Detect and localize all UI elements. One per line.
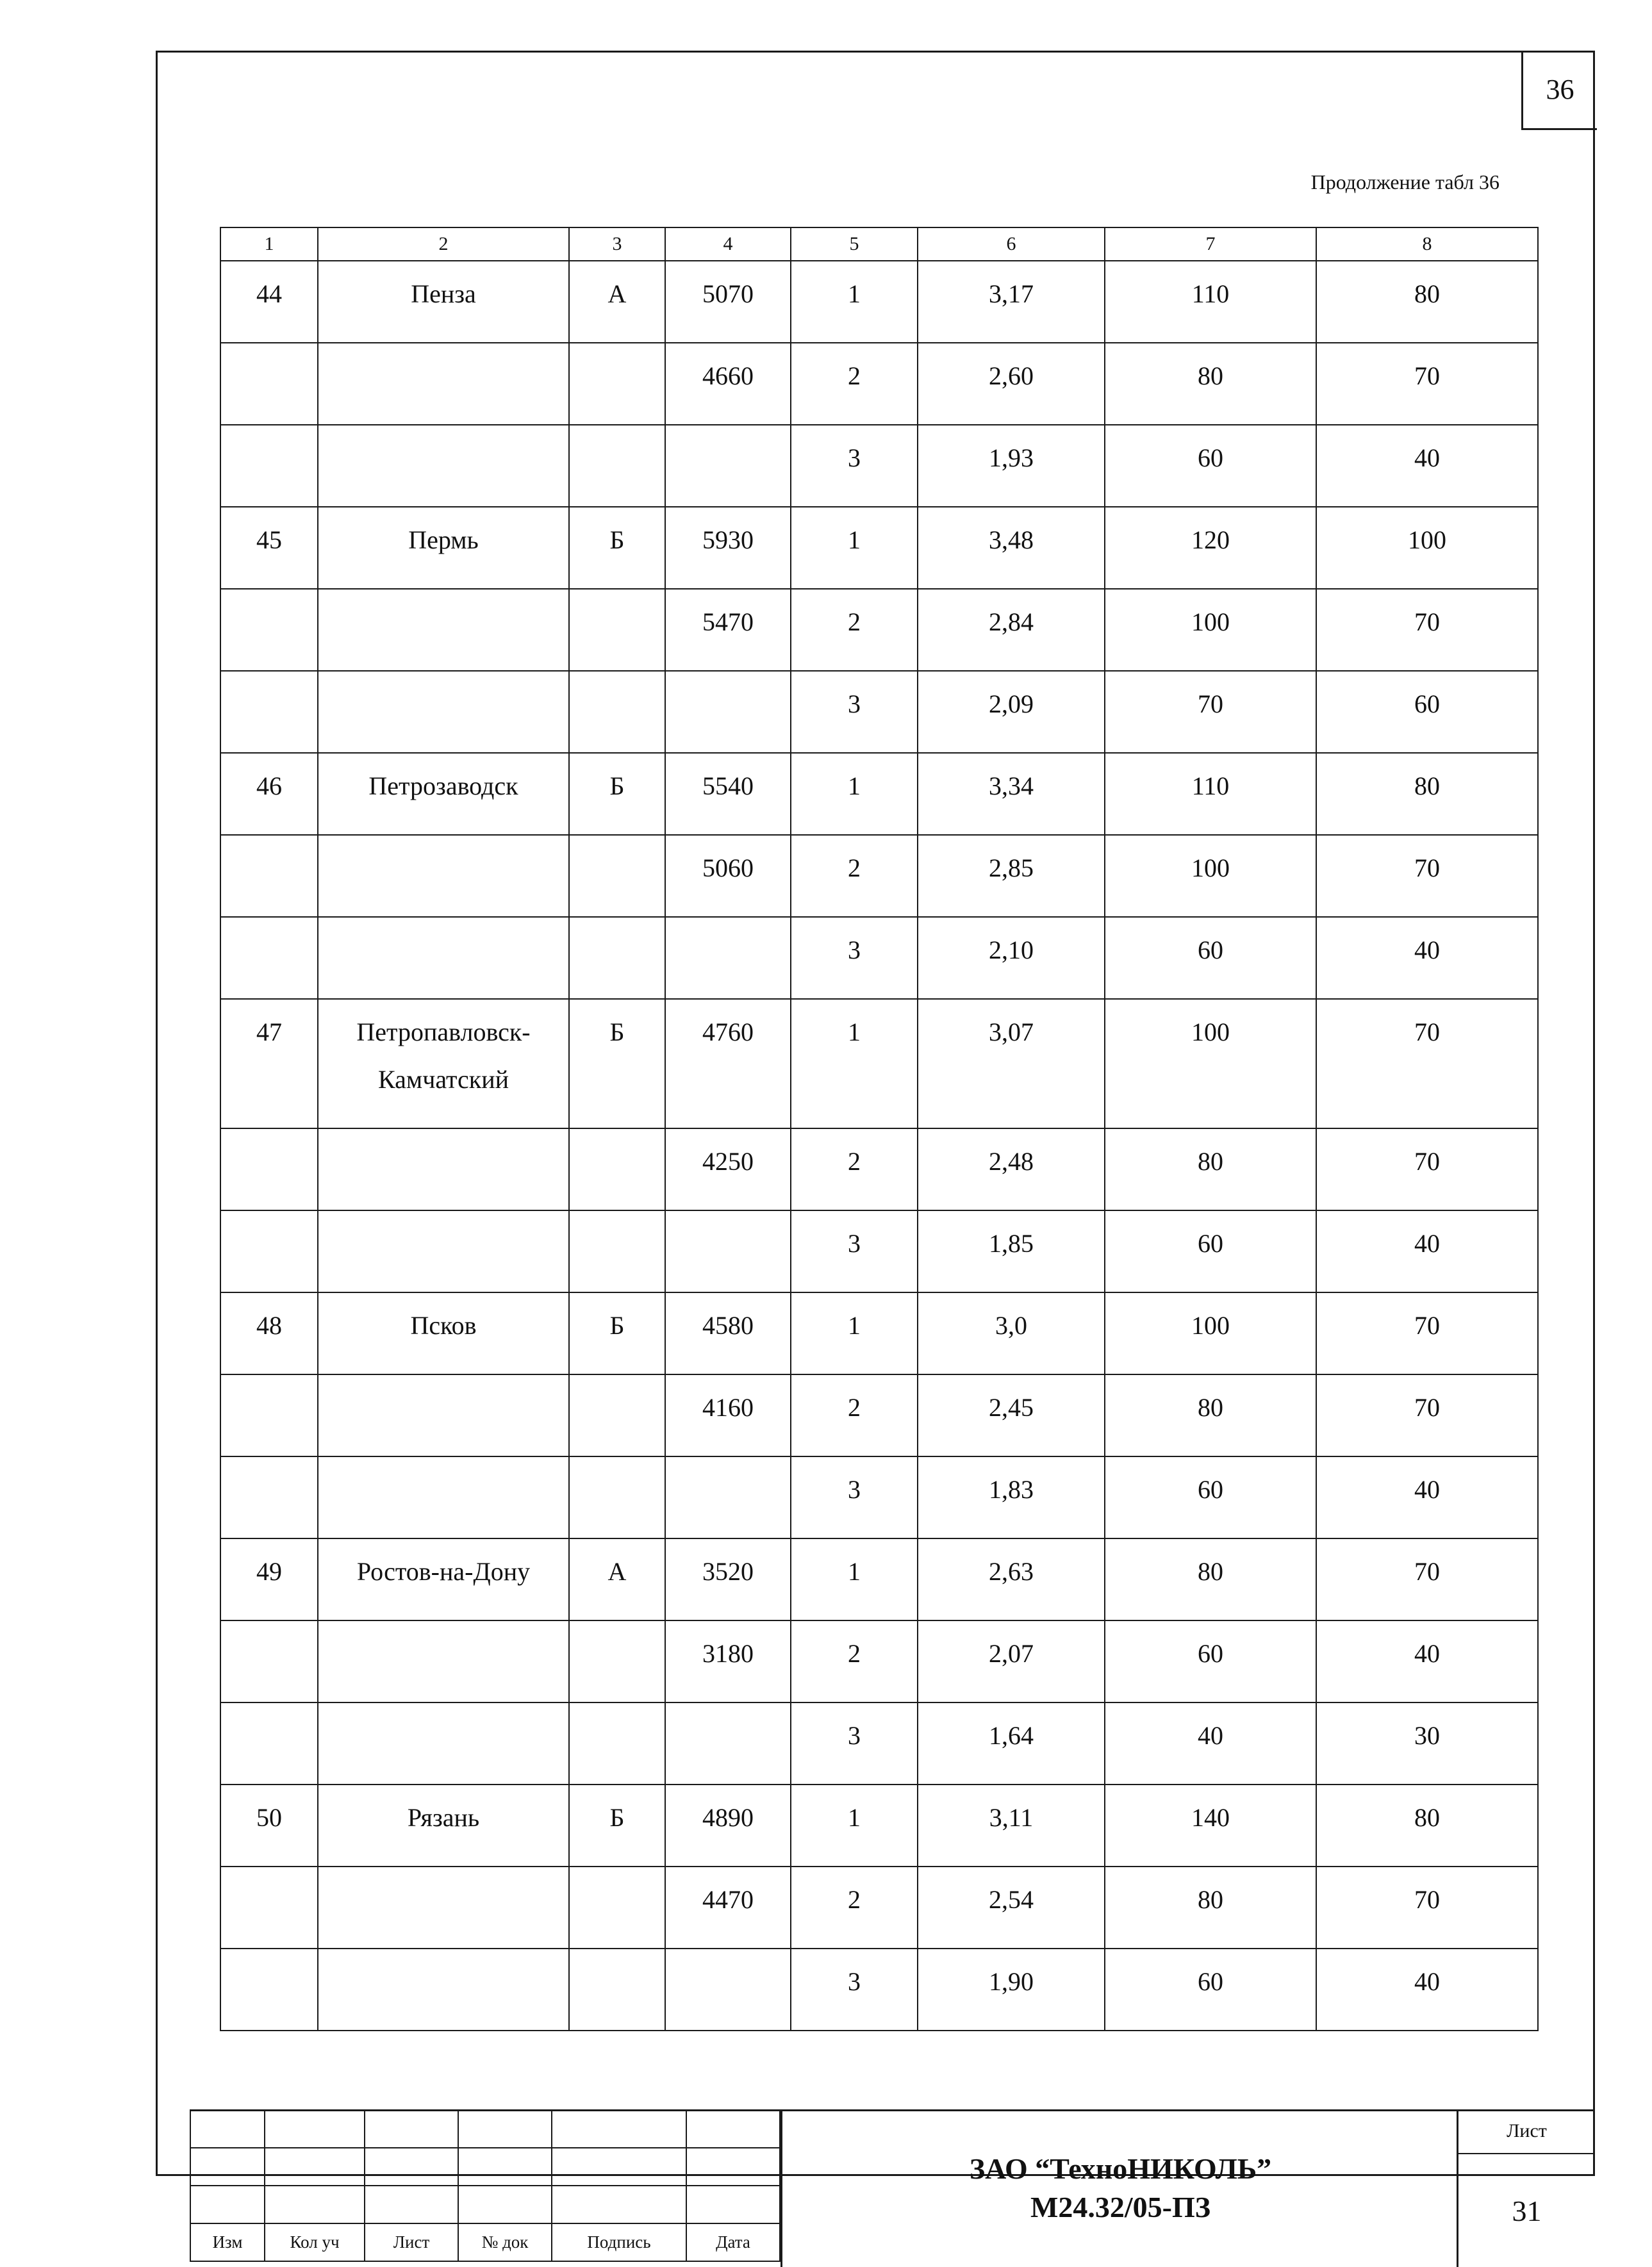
table-cell: 2 bbox=[791, 1374, 918, 1456]
table-cell bbox=[220, 1620, 318, 1702]
table-cell: 70 bbox=[1105, 671, 1316, 753]
table-cell: 2,07 bbox=[918, 1620, 1105, 1702]
table-cell: 3 bbox=[791, 671, 918, 753]
table-cell: 5470 bbox=[665, 589, 791, 671]
table-cell bbox=[220, 1867, 318, 1949]
table-cell: 2 bbox=[791, 589, 918, 671]
table-cell: 4470 bbox=[665, 1867, 791, 1949]
table-cell: 2 bbox=[791, 343, 918, 425]
sheet-label: Лист bbox=[1457, 2109, 1595, 2154]
table-cell bbox=[569, 1867, 665, 1949]
table-cell: 2,10 bbox=[918, 917, 1105, 999]
table-cell: 60 bbox=[1105, 917, 1316, 999]
table-continuation-label: Продолжение табл 36 bbox=[1310, 170, 1499, 194]
revision-row bbox=[190, 2148, 780, 2186]
revision-cell bbox=[686, 2148, 780, 2186]
table-cell: 40 bbox=[1316, 917, 1538, 999]
table-cell: 40 bbox=[1316, 1210, 1538, 1292]
table-row bbox=[220, 589, 1538, 671]
table-cell: 1 bbox=[791, 1538, 918, 1620]
sheet-number: 31 bbox=[1457, 2154, 1595, 2267]
table-cell: 45 bbox=[220, 507, 318, 589]
table-cell: 80 bbox=[1105, 343, 1316, 425]
table-cell: 4250 bbox=[665, 1128, 791, 1210]
revision-cell bbox=[686, 2186, 780, 2223]
table-cell bbox=[569, 917, 665, 999]
table-cell: Рязань bbox=[318, 1785, 569, 1867]
header-cell: 7 bbox=[1105, 227, 1316, 261]
table-cell: 70 bbox=[1316, 343, 1538, 425]
table-cell: Б bbox=[569, 753, 665, 835]
table-cell: 3,48 bbox=[918, 507, 1105, 589]
table-cell: 3 bbox=[791, 1949, 918, 2031]
table-cell: 110 bbox=[1105, 753, 1316, 835]
table-cell: 3180 bbox=[665, 1620, 791, 1702]
table-cell: 40 bbox=[1316, 1949, 1538, 2031]
table-row bbox=[220, 261, 1538, 343]
header-cell: 1 bbox=[220, 227, 318, 261]
header-cell: 8 bbox=[1316, 227, 1538, 261]
table-cell: Б bbox=[569, 1785, 665, 1867]
table-cell bbox=[569, 1702, 665, 1785]
table-cell: Псков bbox=[318, 1292, 569, 1374]
table-cell bbox=[318, 1210, 569, 1292]
table-cell bbox=[569, 425, 665, 507]
table-cell bbox=[220, 1128, 318, 1210]
revision-column-label: Дата bbox=[686, 2223, 780, 2261]
table-cell: 4160 bbox=[665, 1374, 791, 1456]
table-header-row bbox=[220, 227, 1538, 261]
table-cell bbox=[220, 917, 318, 999]
table-cell bbox=[318, 917, 569, 999]
table-cell: Пенза bbox=[318, 261, 569, 343]
header-cell: 5 bbox=[791, 227, 918, 261]
table-cell: 1,64 bbox=[918, 1702, 1105, 1785]
table-cell: 1 bbox=[791, 753, 918, 835]
table-cell: 2 bbox=[791, 1867, 918, 1949]
title-block-caption bbox=[781, 2109, 1458, 2267]
revision-row bbox=[190, 2223, 780, 2261]
table-cell: 3,17 bbox=[918, 261, 1105, 343]
table-cell: 3 bbox=[791, 917, 918, 999]
table-cell: 60 bbox=[1105, 1620, 1316, 1702]
document-code: М24.32/05-ПЗ bbox=[1030, 2191, 1211, 2223]
company-name: ЗАО “ТехноНИКОЛЬ” bbox=[969, 2152, 1272, 2185]
table-cell bbox=[318, 1456, 569, 1538]
table-cell: 2 bbox=[791, 1128, 918, 1210]
table-row bbox=[220, 1867, 1538, 1949]
table-cell: 4760 bbox=[665, 999, 791, 1128]
table-cell: 30 bbox=[1316, 1702, 1538, 1785]
table-cell: А bbox=[569, 261, 665, 343]
table-cell: Ростов-на-Дону bbox=[318, 1538, 569, 1620]
table-cell: 1 bbox=[791, 261, 918, 343]
table-cell: 3,0 bbox=[918, 1292, 1105, 1374]
revision-column-label: Изм bbox=[190, 2223, 265, 2261]
table-cell: Б bbox=[569, 507, 665, 589]
table-cell: 40 bbox=[1105, 1702, 1316, 1785]
table-cell: А bbox=[569, 1538, 665, 1620]
table-cell bbox=[665, 1702, 791, 1785]
table-cell: 46 bbox=[220, 753, 318, 835]
table-cell bbox=[569, 343, 665, 425]
table-row bbox=[220, 753, 1538, 835]
table-cell: Б bbox=[569, 999, 665, 1128]
table-row bbox=[220, 507, 1538, 589]
table-cell: 4660 bbox=[665, 343, 791, 425]
revision-cell bbox=[365, 2186, 458, 2223]
table-cell: 5540 bbox=[665, 753, 791, 835]
table-cell: 1,83 bbox=[918, 1456, 1105, 1538]
table-cell: 60 bbox=[1105, 1949, 1316, 2031]
table-cell bbox=[318, 1128, 569, 1210]
table-cell: 3,07 bbox=[918, 999, 1105, 1128]
table-cell bbox=[220, 835, 318, 917]
table-cell: 49 bbox=[220, 1538, 318, 1620]
table-row bbox=[220, 343, 1538, 425]
table-cell: Б bbox=[569, 1292, 665, 1374]
table-row bbox=[220, 1538, 1538, 1620]
revision-cell bbox=[190, 2186, 265, 2223]
table-cell: 70 bbox=[1316, 1128, 1538, 1210]
table-cell: 2,09 bbox=[918, 671, 1105, 753]
table-cell: 1,90 bbox=[918, 1949, 1105, 2031]
revision-cell bbox=[458, 2148, 552, 2186]
table-cell: 2,85 bbox=[918, 835, 1105, 917]
table-cell: 70 bbox=[1316, 1867, 1538, 1949]
table-cell bbox=[569, 1374, 665, 1456]
table-cell: 80 bbox=[1105, 1128, 1316, 1210]
table-cell bbox=[220, 1374, 318, 1456]
table-cell: 3 bbox=[791, 1702, 918, 1785]
table-row bbox=[220, 999, 1538, 1128]
table-cell: 70 bbox=[1316, 1292, 1538, 1374]
table-cell: 2,60 bbox=[918, 343, 1105, 425]
table-row bbox=[220, 1702, 1538, 1785]
revision-cell bbox=[190, 2148, 265, 2186]
revision-row bbox=[190, 2110, 780, 2148]
table-row bbox=[220, 1374, 1538, 1456]
table-cell: 70 bbox=[1316, 835, 1538, 917]
table-cell: 80 bbox=[1105, 1374, 1316, 1456]
header-cell: 3 bbox=[569, 227, 665, 261]
table-cell bbox=[318, 1867, 569, 1949]
header-cell: 2 bbox=[318, 227, 569, 261]
table-cell: 100 bbox=[1105, 589, 1316, 671]
table-cell: 120 bbox=[1105, 507, 1316, 589]
table-cell: Петропавловск-Камчатский bbox=[318, 999, 569, 1128]
table-cell: 70 bbox=[1316, 1374, 1538, 1456]
revision-cell bbox=[552, 2186, 686, 2223]
table-cell: 3520 bbox=[665, 1538, 791, 1620]
table-cell: 110 bbox=[1105, 261, 1316, 343]
table-cell: 4580 bbox=[665, 1292, 791, 1374]
revision-cell bbox=[458, 2186, 552, 2223]
revision-cell bbox=[552, 2110, 686, 2148]
table-cell: 70 bbox=[1316, 1538, 1538, 1620]
table-cell: 50 bbox=[220, 1785, 318, 1867]
revision-cell bbox=[365, 2148, 458, 2186]
table-cell: 5930 bbox=[665, 507, 791, 589]
table-cell bbox=[569, 671, 665, 753]
header-cell: 6 bbox=[918, 227, 1105, 261]
table-cell bbox=[665, 1949, 791, 2031]
table-cell: 3,11 bbox=[918, 1785, 1105, 1867]
table-cell bbox=[318, 425, 569, 507]
table-cell: 1 bbox=[791, 1292, 918, 1374]
table-cell: 3 bbox=[791, 1456, 918, 1538]
table-cell bbox=[569, 589, 665, 671]
table-cell: Пермь bbox=[318, 507, 569, 589]
table-cell: 44 bbox=[220, 261, 318, 343]
table-cell: 47 bbox=[220, 999, 318, 1128]
table-cell bbox=[220, 1702, 318, 1785]
table-cell: 80 bbox=[1105, 1867, 1316, 1949]
table-cell bbox=[220, 1456, 318, 1538]
table-cell: 140 bbox=[1105, 1785, 1316, 1867]
table-cell bbox=[665, 1210, 791, 1292]
revision-column-label: № док bbox=[458, 2223, 552, 2261]
table-cell bbox=[665, 671, 791, 753]
table-cell bbox=[318, 589, 569, 671]
table-cell bbox=[220, 1949, 318, 2031]
revision-column-label: Лист bbox=[365, 2223, 458, 2261]
table-cell bbox=[569, 1210, 665, 1292]
table-cell: 5060 bbox=[665, 835, 791, 917]
table-cell: 100 bbox=[1316, 507, 1538, 589]
table-row bbox=[220, 425, 1538, 507]
table-cell: 40 bbox=[1316, 1620, 1538, 1702]
table-cell bbox=[569, 1620, 665, 1702]
table-cell bbox=[318, 343, 569, 425]
table-cell: 1,93 bbox=[918, 425, 1105, 507]
table-cell: 60 bbox=[1316, 671, 1538, 753]
table-cell: 2,54 bbox=[918, 1867, 1105, 1949]
table-cell: 2,45 bbox=[918, 1374, 1105, 1456]
table-cell bbox=[318, 671, 569, 753]
revision-column-label: Кол уч bbox=[265, 2223, 365, 2261]
table-cell: 80 bbox=[1316, 753, 1538, 835]
table-cell bbox=[569, 1456, 665, 1538]
table-cell: 2,84 bbox=[918, 589, 1105, 671]
table-cell: 80 bbox=[1316, 261, 1538, 343]
table-cell: 48 bbox=[220, 1292, 318, 1374]
revision-cell bbox=[265, 2186, 365, 2223]
table-cell: 100 bbox=[1105, 1292, 1316, 1374]
table-cell: 60 bbox=[1105, 1210, 1316, 1292]
revision-cell bbox=[265, 2110, 365, 2148]
table-row bbox=[220, 1456, 1538, 1538]
table-cell bbox=[569, 835, 665, 917]
table-cell bbox=[318, 1620, 569, 1702]
revision-cell bbox=[552, 2148, 686, 2186]
table-cell bbox=[220, 343, 318, 425]
revision-cell bbox=[365, 2110, 458, 2148]
table-cell: 100 bbox=[1105, 999, 1316, 1128]
table-row bbox=[220, 1949, 1538, 2031]
table-cell: 40 bbox=[1316, 425, 1538, 507]
revision-column-label: Подпись bbox=[552, 2223, 686, 2261]
table-cell: Петрозаводск bbox=[318, 753, 569, 835]
table-cell bbox=[318, 1949, 569, 2031]
table-cell: 2,48 bbox=[918, 1128, 1105, 1210]
table-cell bbox=[318, 1702, 569, 1785]
table-cell: 1 bbox=[791, 507, 918, 589]
table-cell: 3,34 bbox=[918, 753, 1105, 835]
data-table bbox=[220, 227, 1539, 2031]
table-cell bbox=[220, 671, 318, 753]
table-cell bbox=[665, 1456, 791, 1538]
table-row bbox=[220, 835, 1538, 917]
table-cell bbox=[318, 835, 569, 917]
table-cell: 80 bbox=[1316, 1785, 1538, 1867]
table-cell bbox=[220, 589, 318, 671]
table-cell: 1 bbox=[791, 1785, 918, 1867]
table-row bbox=[220, 1785, 1538, 1867]
revision-grid bbox=[190, 2109, 781, 2262]
table-cell bbox=[665, 425, 791, 507]
table-cell: 60 bbox=[1105, 425, 1316, 507]
revision-cell bbox=[190, 2110, 265, 2148]
table-cell: 2 bbox=[791, 1620, 918, 1702]
table-cell bbox=[220, 1210, 318, 1292]
title-block bbox=[190, 2109, 1595, 2267]
table-cell: 3 bbox=[791, 425, 918, 507]
table-cell bbox=[569, 1949, 665, 2031]
table-row bbox=[220, 1620, 1538, 1702]
table-cell: 80 bbox=[1105, 1538, 1316, 1620]
revision-row bbox=[190, 2186, 780, 2223]
table-row bbox=[220, 1128, 1538, 1210]
table-cell: 100 bbox=[1105, 835, 1316, 917]
table-cell: 2,63 bbox=[918, 1538, 1105, 1620]
table-cell bbox=[318, 1374, 569, 1456]
table-cell bbox=[569, 1128, 665, 1210]
table-cell: 5070 bbox=[665, 261, 791, 343]
table-cell: 4890 bbox=[665, 1785, 791, 1867]
table-cell: 70 bbox=[1316, 999, 1538, 1128]
revision-cell bbox=[265, 2148, 365, 2186]
revision-cell bbox=[686, 2110, 780, 2148]
table-cell: 2 bbox=[791, 835, 918, 917]
header-cell: 4 bbox=[665, 227, 791, 261]
table-cell: 40 bbox=[1316, 1456, 1538, 1538]
table-cell bbox=[220, 425, 318, 507]
table-cell: 1 bbox=[791, 999, 918, 1128]
table-row bbox=[220, 671, 1538, 753]
table-cell: 1,85 bbox=[918, 1210, 1105, 1292]
table-cell: 70 bbox=[1316, 589, 1538, 671]
table-row bbox=[220, 1210, 1538, 1292]
page-number: 36 bbox=[1521, 51, 1597, 130]
table-cell: 3 bbox=[791, 1210, 918, 1292]
table-row bbox=[220, 1292, 1538, 1374]
table-cell: 60 bbox=[1105, 1456, 1316, 1538]
revision-cell bbox=[458, 2110, 552, 2148]
table-row bbox=[220, 917, 1538, 999]
table-cell bbox=[665, 917, 791, 999]
